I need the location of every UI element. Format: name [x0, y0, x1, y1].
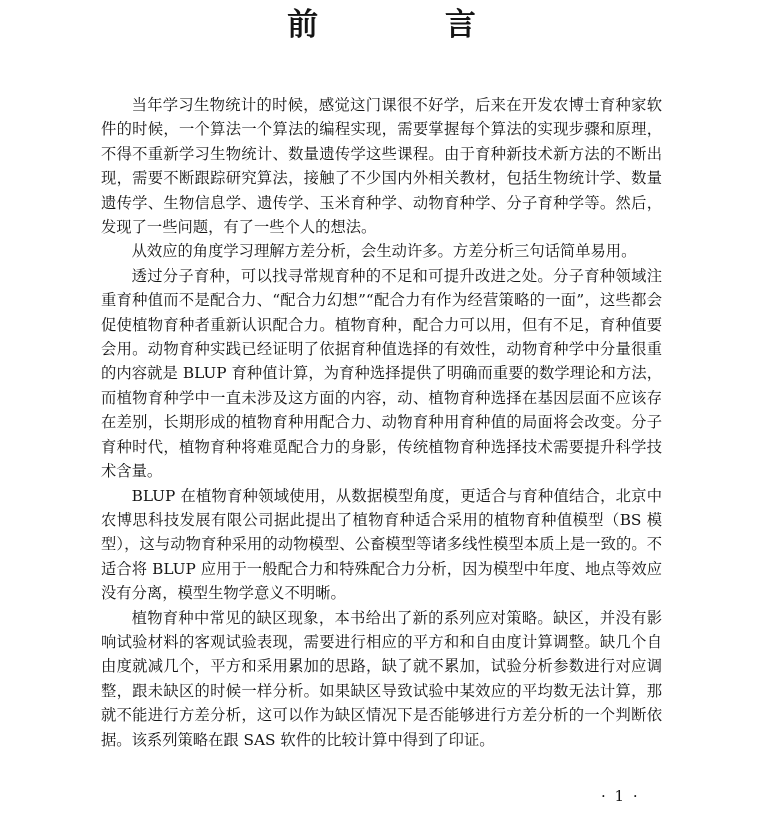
preface-body: [101, 93, 662, 752]
page-title: 前 言: [287, 7, 534, 43]
paragraph: 透过分子育种，可以找寻常规育种的不足和可提升改进之处。分子育种领域注重育种值而不是配合力、“配合力幻想”“配合力有作为经营策略的一面”，这些都会促使植物育种者重新认识配合力。植物育种，配合力可以用，但有不足，育种值要会用。动物育种实践已经证明了依据育种值选择的有效性，动物育种学中分量很重的内容就是 BLUP 育种值计算，为育种选择提供了明确而重要的数学理论和方法，而植物育种学中一直未涉及这方面的内容，动、植物育种选择在基因层面不应该存在差别，长期形成的植物育种用配合力、动物育种用育种值的局面将会改变。分子育种时代，植物育种将难觅配合力的身影，传统植物育种选择技术需要提升科学技术含量。: [101, 266, 662, 481]
paragraph: 植物育种中常见的缺区现象，本书给出了新的系列应对策略。缺区，并没有影响试验材料的客观试验表现，需要进行相应的平方和和自由度计算调整。缺几个自由度就减几个，平方和采用累加的思路，缺了就不累加，试验分析参数进行对应调整，跟未缺区的时候一样分析。如果缺区导致试验中某效应的平均数无法计算，那就不能进行方差分析，这可以作为缺区情况下是否能够进行方差分析的一个判断依据。该系列策略在跟 SAS 软件的比较计算中得到了印证。: [101, 608, 662, 749]
paragraph: 从效应的角度学习理解方差分析，会生动许多。方差分析三句话简单易用。: [131, 242, 637, 261]
paragraph: 当年学习生物统计的时候，感觉这门课很不好学，后来在开发农博士育种家软件的时候，一个算法一个算法的编程实现，需要掌握每个算法的实现步骤和原理，不得不重新学习生物统计、数量遗传学这些课程。由于育种新技术新方法的不断出现，需要不断跟踪研究算法，接触了不少国内外相关教材，包括生物统计学、数量遗传学、生物信息学、遗传学、玉米育种学、动物育种学、分子育种学等。然后，发现了一些问题，有了一些个人的想法。: [101, 96, 662, 237]
paragraph: BLUP 在植物育种领域使用，从数据模型角度，更适合与育种值结合，北京中农博思科技发展有限公司据此提出了植物育种适合采用的植物育种值模型（BS 模型），这与动物育种采用的动物模型、公畜模型等诸多线性模型本质上是一致的。不适合将 BLUP 应用于一般配合力和特殊配合力分析，因为模型中年度、地点等效应没有分离，模型生物学意义不明晰。: [101, 486, 662, 603]
page-number: · 1 ·: [601, 787, 640, 805]
